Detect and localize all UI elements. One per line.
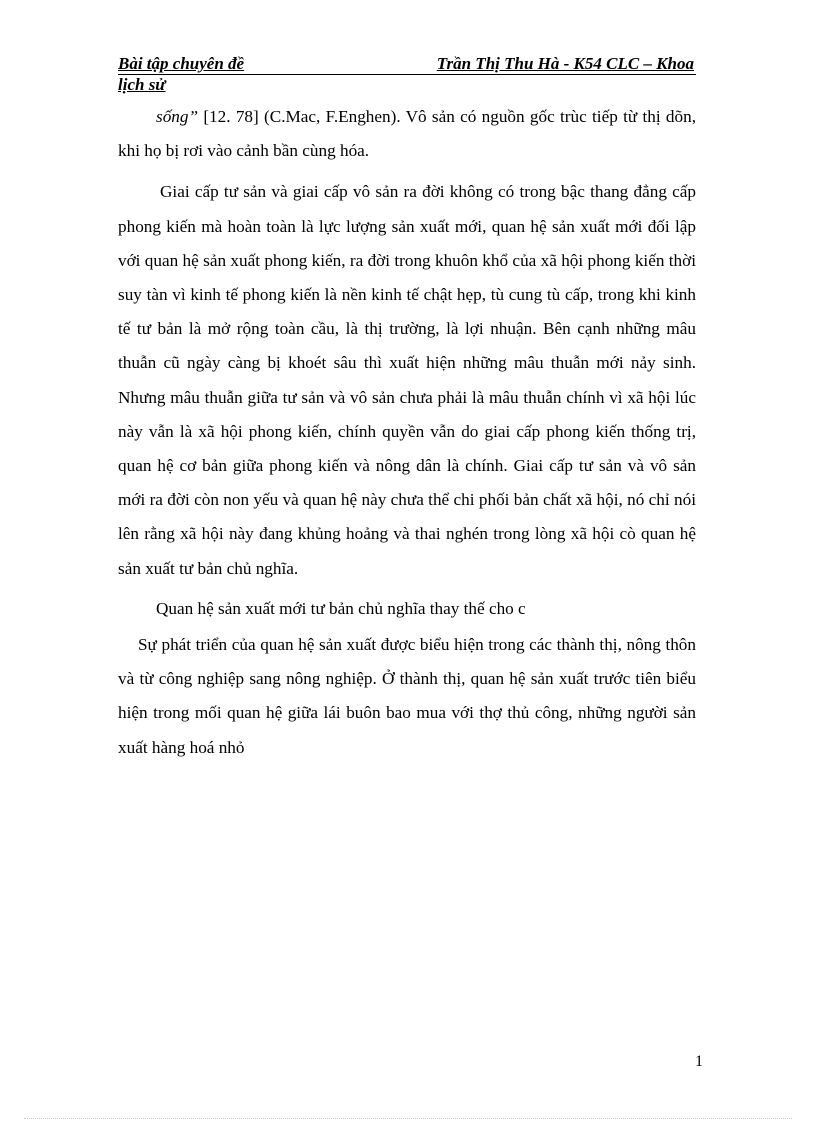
header-author: Trần Thị Thu Hà - K54 CLC – Khoa xyxy=(436,54,694,73)
header-course-title: Bài tập chuyên đề xyxy=(118,54,245,73)
paragraph-4: Sự phát triển của quan hệ sản xuất được biểu hiện trong các thành thị, nông thôn và từ công nghiệp sang nông nghiệp. Ở thành thị, quan hệ sản xuất trước tiên biểu hiện trong mối quan hệ giữa lái buôn bao mua với thợ thủ công, những người sản xuất hàng hoá nhỏ xyxy=(118,635,696,757)
page-header xyxy=(118,54,696,95)
paragraph-3: Quan hệ sản xuất mới tư bản chủ nghĩa thay thế cho c xyxy=(156,598,526,618)
quote-end: sống” xyxy=(156,107,199,126)
page-number: 1 xyxy=(695,1053,703,1070)
header-line-1 xyxy=(118,54,696,75)
paragraph-2: Giai cấp tư sản và giai cấp vô sản ra đời không có trong bậc thang đẳng cấp phong kiến mà hoàn toàn là lực lượng sản xuất mới, quan hệ sản xuất mới đối lập với quan hệ sản xuất phong kiến, ra đời trong khuôn khổ của xã hội phong kiến thời suy tàn vì kinh tế phong kiến là nền kinh tế chật hẹp, tù cung tù cấp, trong khi kinh tế tư bản là mở rộng toàn cầu, là thị trường, là lợi nhuận. Bên cạnh những mâu thuẫn cũ ngày càng bị khoét sâu thì xuất hiện những mâu thuẫn mới nảy sinh. Nhưng mâu thuẫn giữa tư sản và vô sản chưa phải là mâu thuẫn chính vì xã hội lúc này vẫn là xã hội phong kiến, chính quyền vẫn do giai cấp phong kiến thống trị, quan hệ cơ bản giữa phong kiến và nông dân là chính. Giai cấp tư sản và vô sản mới ra đời còn non yếu và quan hệ này chưa thể chi phối bản chất xã hội, nó chỉ nói lên rằng xã hội này đang khủng hoảng và thai nghén trong lòng xã hội cò quan hệ sản xuất tư bản chủ nghĩa. xyxy=(118,182,696,578)
page-edge-divider xyxy=(24,1118,792,1119)
paragraph-1-text: [12. 78] (C.Mac, F.Enghen). Vô sản có nguồn gốc trùc tiếp từ thị dõn, khi họ bị rơi vào cảnh bần cùng hóa. xyxy=(118,107,696,161)
header-department: lịch sử xyxy=(118,75,166,94)
paragraph-1 xyxy=(118,100,696,168)
document-body xyxy=(118,100,696,765)
